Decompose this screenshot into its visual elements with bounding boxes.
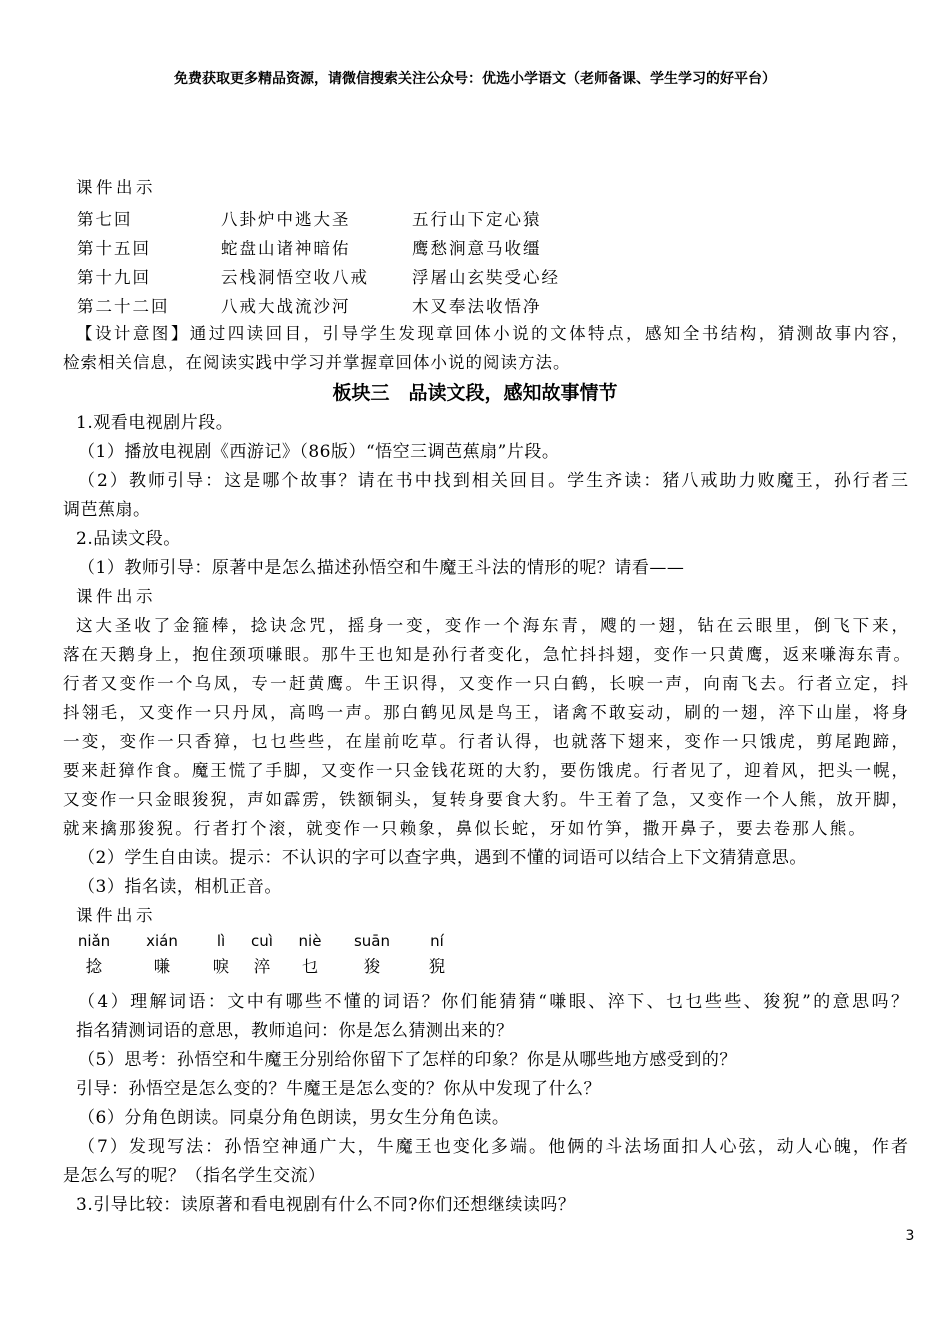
passage-line: 行者又变作一个乌凤，专一赶黄鹰。牛王识得，又变作一只白鹤，长唳一声，向南飞去。行者立定，抖 bbox=[63, 674, 908, 693]
step-text: 指名猜测词语的意思，教师追问：你是怎么猜测出来的？ bbox=[76, 1021, 514, 1041]
step-text: 引导：孙悟空是怎么变的？牛魔王是怎么变的？你从中发现了什么？ bbox=[76, 1079, 601, 1099]
step-text: （3）指名读，相机正音。 bbox=[78, 877, 282, 897]
chapter-title-a: 云栈洞悟空收八戒 bbox=[221, 268, 369, 287]
step-heading: 1.观看电视剧片段。 bbox=[76, 413, 234, 433]
chapter-number: 第十九回 bbox=[77, 268, 151, 287]
chapter-title-b: 浮屠山玄奘受心经 bbox=[412, 268, 560, 287]
passage-line: 这大圣收了金箍棒，捻诀念咒，摇身一变，变作一个海东青，飕的一翅，钻在云眼里，倒飞下来， bbox=[76, 616, 908, 635]
pinyin: xián bbox=[146, 932, 178, 950]
passage-line: 一变，变作一只香獐，乜乜些些，在崖前吃草。行者认得，也就落下翅来，变作一只饿虎，剪尾跑蹄， bbox=[63, 732, 908, 751]
character: 乜 bbox=[301, 957, 319, 976]
design-intent-line: 【设计意图】通过四读回目，引导学生发现章回体小说的文体特点，感知全书结构，猜测故事内容， bbox=[76, 324, 908, 343]
section-title: 板块三 品读文段，感知故事情节 bbox=[332, 382, 618, 404]
page-number: 3 bbox=[905, 1228, 915, 1244]
pinyin: niè bbox=[298, 932, 322, 950]
step-heading: 2.品读文段。 bbox=[76, 529, 181, 549]
design-intent-line: 检索相关信息，在阅读实践中学习并掌握章回体小说的阅读方法。 bbox=[63, 353, 571, 372]
passage-line: 要来赶獐作食。魔王慌了手脚，又变作一只金钱花斑的大豹，要伤饿虎。行者见了，迎着风，把头一幌， bbox=[63, 761, 908, 780]
chapter-number: 第二十二回 bbox=[77, 297, 170, 316]
pinyin-row bbox=[0, 932, 950, 954]
pinyin: niǎn bbox=[77, 932, 111, 950]
courseware-label: 课件出示 bbox=[76, 906, 156, 925]
step-text: （4）理解词语：文中有哪些不懂的词语？你们能猜猜“嗛眼、淬下、乜乜些些、狻猊”的意思吗？ bbox=[78, 992, 908, 1012]
pinyin: ní bbox=[430, 932, 444, 950]
character: 唳 bbox=[212, 957, 230, 976]
character-row bbox=[0, 953, 950, 975]
character: 狻 bbox=[363, 957, 381, 976]
chapter-title-b: 鹰愁涧意马收缰 bbox=[412, 239, 542, 258]
passage-line: 就来擒那狻猊。行者打个滚，就变作一只赖象，鼻似长蛇，牙如竹笋，撒开鼻子，要去卷那人熊。 bbox=[63, 819, 868, 838]
passage-line: 落在天鹅身上，抱住颈项嗛眼。那牛王也知是孙行者变化，急忙抖抖翅，变作一只黄鹰，返来嗛海东青。 bbox=[63, 645, 910, 664]
step-text: （1）播放电视剧《西游记》（86版）“悟空三调芭蕉扇”片段。 bbox=[78, 442, 560, 462]
step-text: （1）教师引导：原著中是怎么描述孙悟空和牛魔王斗法的情形的呢？请看—— bbox=[78, 558, 685, 578]
step-text: （2）学生自由读。提示：不认识的字可以查字典，遇到不懂的词语可以结合上下文猜猜意思。 bbox=[78, 848, 807, 868]
chapter-title-b: 木叉奉法收悟净 bbox=[412, 297, 542, 316]
step-text: （5）思考：孙悟空和牛魔王分别给你留下了怎样的印象？你是从哪些地方感受到的？ bbox=[78, 1050, 737, 1070]
passage-line: 又变作一只金眼狻猊，声如霹雳，铁额铜头，复转身要食大豹。牛王着了急，又变作一个人熊，放开脚， bbox=[63, 790, 908, 809]
courseware-label: 课件出示 bbox=[76, 178, 156, 197]
courseware-label: 课件出示 bbox=[76, 587, 156, 606]
character: 猊 bbox=[428, 957, 446, 976]
character: 嗛 bbox=[153, 957, 171, 976]
chapter-number: 第十五回 bbox=[77, 239, 151, 258]
pinyin: suān bbox=[353, 932, 391, 950]
header-banner: 免费获取更多精品资源，请微信搜索关注公众号：优选小学语文（老师备课、学生学习的好平台） bbox=[174, 71, 776, 87]
step-text: 是怎么写的呢？（指名学生交流） bbox=[63, 1166, 326, 1186]
step-heading: 3.引导比较：读原著和看电视剧有什么不同?你们还想继续读吗？ bbox=[76, 1195, 576, 1215]
step-text: （7）发现写法：孙悟空神通广大，牛魔王也变化多端。他俩的斗法场面扣人心弦，动人心魄，作者 bbox=[78, 1137, 908, 1157]
step-text: 调芭蕉扇。 bbox=[63, 500, 151, 520]
chapter-number: 第七回 bbox=[77, 210, 133, 229]
character: 捻 bbox=[85, 957, 103, 976]
chapter-title-a: 八戒大战流沙河 bbox=[221, 297, 351, 316]
chapter-title-b: 五行山下定心猿 bbox=[412, 210, 542, 229]
step-text: （6）分角色朗读。同桌分角色朗读，男女生分角色读。 bbox=[78, 1108, 510, 1128]
passage-line: 抖翎毛，又变作一只丹凤，高鸣一声。那白鹤见凤是鸟王，诸禽不敢妄动，刷的一翅，淬下山崖，将身 bbox=[63, 703, 908, 722]
chapter-title-a: 八卦炉中逃大圣 bbox=[221, 210, 351, 229]
character: 淬 bbox=[253, 957, 271, 976]
chapter-title-a: 蛇盘山诸神暗佑 bbox=[221, 239, 351, 258]
step-text: （2）教师引导：这是哪个故事？请在书中找到相关回目。学生齐读：猪八戒助力败魔王，孙行者三 bbox=[78, 471, 908, 491]
pinyin: lì bbox=[216, 932, 226, 950]
pinyin: cuì bbox=[251, 932, 273, 950]
